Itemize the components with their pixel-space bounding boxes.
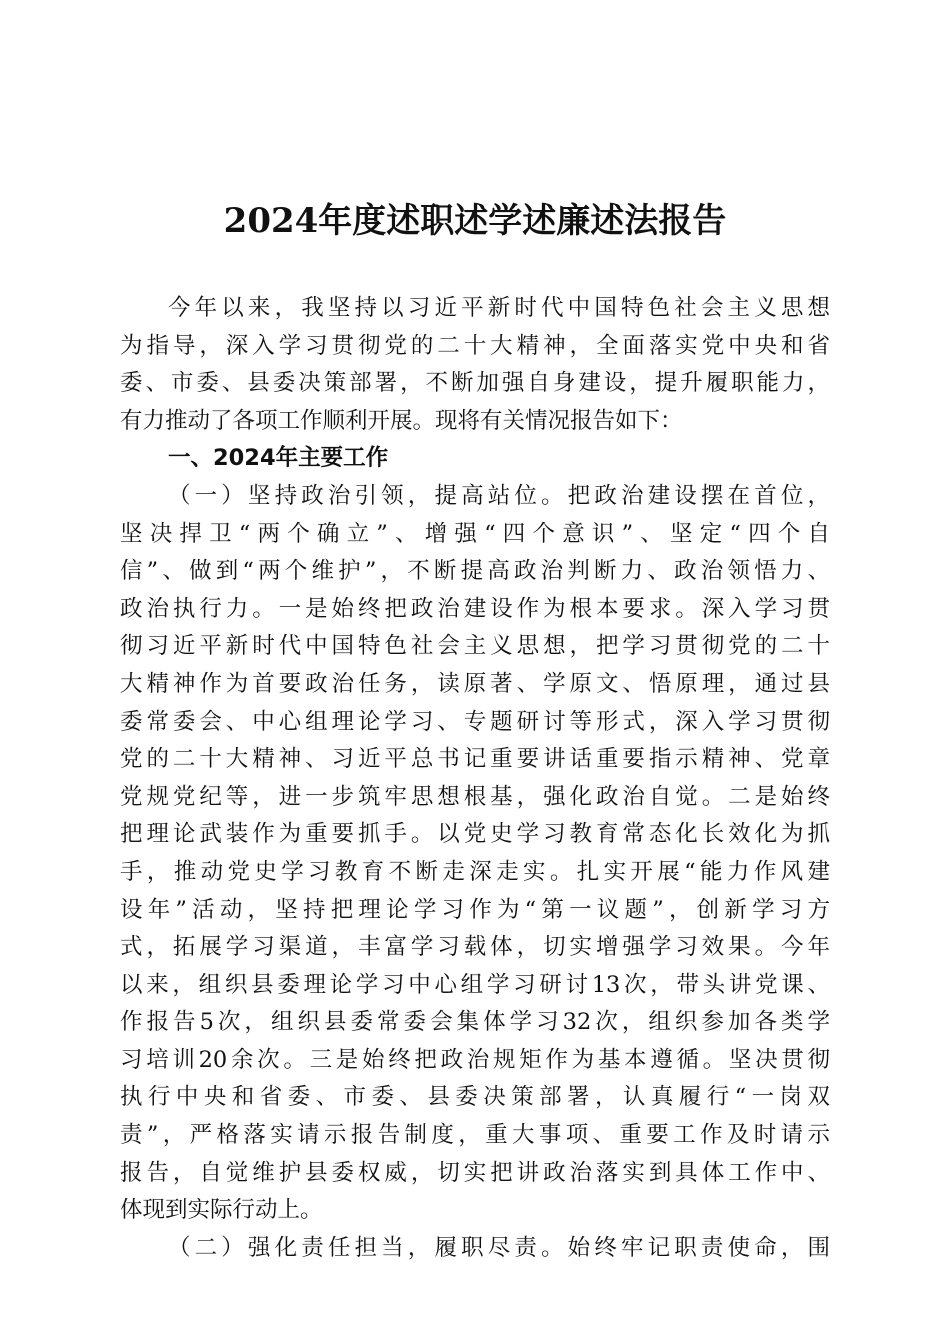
paragraph-line: 执行中央和省委、市委、县委决策部署，认真履行“一岗双 [120,1084,830,1111]
paragraph-line: 手，推动党史学习教育不断走深走实。扎实开展“能力作风建 [120,858,830,885]
paragraph-line: 党规党纪等，进一步筑牢思想根基，强化政治自觉。二是始终 [120,783,830,810]
paragraph-line: 坚决捍卫“两个确立”、增强“四个意识”、坚定“四个自 [120,520,830,547]
paragraph-line: 作报告5次，组织县委常委会集体学习32次，组织参加各类学 [120,1009,830,1036]
paragraph-line: 今年以来，我坚持以习近平新时代中国特色社会主义思想 [168,295,830,321]
paragraph-line: 委常委会、中心组理论学习、专题研讨等形式，深入学习贯彻 [120,708,830,735]
paragraph-line: 有力推动了各项工作顺利开展。现将有关情况报告如下： [120,407,683,434]
section-heading: 一、2024年主要工作 [168,445,389,472]
paragraph-line: 委、市委、县委决策部署，不断加强自身建设，提升履职能力， [120,370,830,397]
document-title: 2024年度述职述学述廉述法报告 [223,201,727,241]
paragraph-line: 体现到实际行动上。 [120,1197,323,1224]
paragraph-line: 习培训20余次。三是始终把政治规矩作为基本遵循。坚决贯彻 [120,1046,830,1073]
paragraph-line: 式，拓展学习渠道，丰富学习载体，切实增强学习效果。今年 [120,934,830,961]
paragraph-line: 政治执行力。一是始终把政治建设作为根本要求。深入学习贯 [120,595,830,622]
paragraph-line: （一）坚持政治引领，提高站位。把政治建设摆在首位， [168,482,830,509]
paragraph-line: 信”、做到“两个维护”，不断提高政治判断力、政治领悟力、 [120,558,830,585]
paragraph-line: 以来，组织县委理论学习中心组学习研讨13次，带头讲党课、 [120,971,830,998]
paragraph-line: 大精神作为首要政治任务，读原著、学原文、悟原理，通过县 [120,670,830,697]
paragraph-line: 把理论武装作为重要抓手。以党史学习教育常态化长效化为抓 [120,821,830,848]
paragraph-line: 报告，自觉维护县委权威，切实把讲政治落实到具体工作中、 [120,1159,830,1186]
paragraph-line: 为指导，深入学习贯彻党的二十大精神，全面落实党中央和省 [120,332,830,359]
document-body [120,290,830,1267]
paragraph-line: 彻习近平新时代中国特色社会主义思想，把学习贯彻党的二十 [120,633,830,660]
paragraph-line: 党的二十大精神、习近平总书记重要讲话重要指示精神、党章 [120,746,830,773]
paragraph-line: （二）强化责任担当，履职尽责。始终牢记职责使命，围 [168,1234,830,1261]
paragraph-line: 设年”活动，坚持把理论学习作为“第一议题”，创新学习方 [120,896,830,923]
paragraph-line: 责”，严格落实请示报告制度，重大事项、重要工作及时请示 [120,1122,830,1149]
